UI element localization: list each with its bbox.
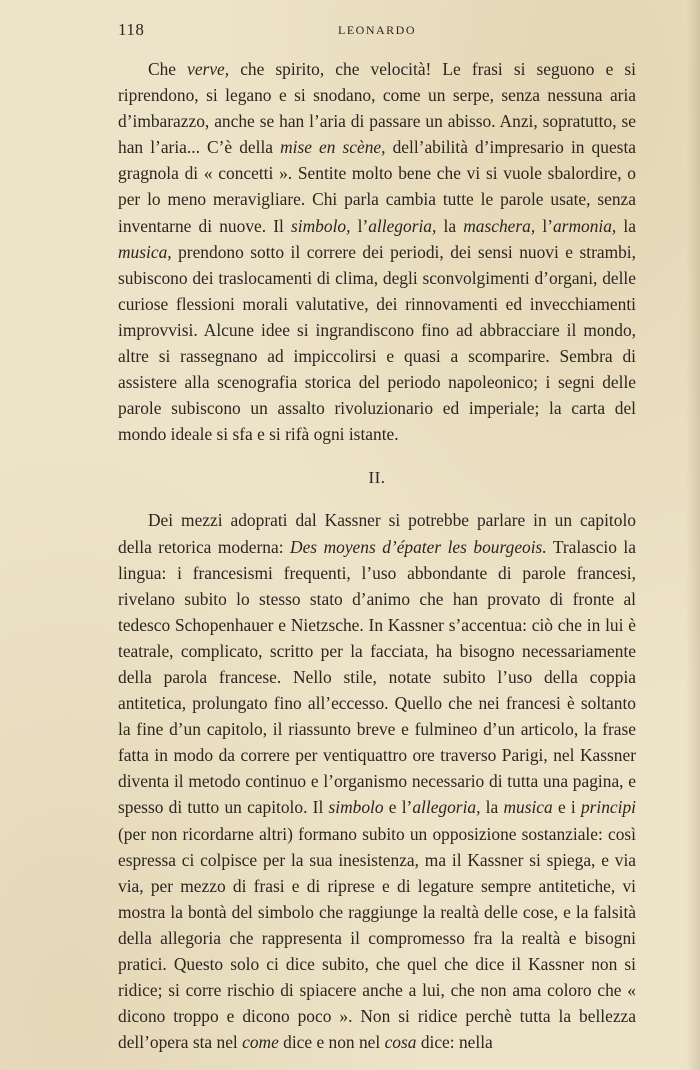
italic-run: cosa — [384, 1032, 417, 1053]
italic-run: mise en scène, — [280, 137, 386, 158]
text-run: dice: nella — [416, 1032, 493, 1053]
text-run: Tralascio la lingua: i francesismi frequenti, l’uso abbondante di parole francesi, rivelano subito lo stesso stato d’animo che han provato di fronte al tedesco Schopenhauer e Nietzsche. In Kassner s’accentua: ciò che in lui è teatrale, complicato, scritto per la facciata, ha bisogno necessariamente della parola francese. Nello stile, notate subito l’uso della coppia antitetica, prolungato fino all’eccesso. Quello che nei francesi è soltanto la fine d’un capitolo, il riassunto breve e fulmineo d’un articolo, la frase fatta in modo da correre per ventiquattro ore traverso Parigi, nel Kassner diventa il metodo continuo e l’organismo necessario di tutta una pagina, e spesso di tutto un capitolo. Il — [118, 536, 636, 818]
text-run: e l’ — [383, 797, 413, 818]
page-number: 118 — [118, 20, 145, 39]
text-run: Che — [148, 59, 188, 79]
italic-run: musica — [503, 797, 553, 818]
text-run: l’ — [535, 215, 553, 236]
italic-run: simbolo — [328, 797, 384, 818]
italic-run: simbolo, — [291, 215, 351, 236]
text-run: e i — [552, 797, 581, 818]
running-head: LEONARDO — [338, 23, 416, 37]
body-text — [118, 56, 636, 1055]
italic-run: principi — [580, 797, 637, 818]
paragraph-2 — [118, 507, 636, 1055]
text-run: la — [480, 797, 504, 818]
italic-run: allegoria, — [368, 215, 437, 236]
italic-run: Des moyens d’épater les bourgeois. — [290, 536, 547, 557]
text-run: la — [616, 215, 636, 236]
text-run: Dei mezzi adoprati dal Kassner si potrebbe parlare in un capitolo della retorica moderna: — [118, 510, 636, 557]
italic-run: musica, — [118, 241, 172, 262]
text-run: prendono sotto il correre dei periodi, dei sensi nuovi e strambi, subiscono dei traslocamenti di clima, degli sconvolgimenti d’organi, delle curiose flessioni morali valutative, dei rinnovamenti ed invecchiamenti improvvisi. Alcune idee si ingrandiscono fino ad abbracciare il mondo, altre si rassegnano ad impiccolirsi e quasi a scomparire. Sembra di assistere alla scenografia storica del periodo napoleonico; i segni delle parole subiscono un assalto rivoluzionario ed imperiale; la carta del mondo ideale si sfa e si rifà ogni istante. — [118, 241, 636, 445]
section-heading: II. — [368, 468, 386, 488]
paragraph-1 — [118, 56, 636, 447]
text-run: l’ — [350, 215, 369, 236]
italic-run: maschera, — [463, 215, 536, 236]
text-run: dell’abilità d’impresario in questa gragnola di « concetti ». Sentite molto bene che vi si vuole sbalordire, o per lo meno meravigliare. Chi parla cambia tutte le parole usate, senza inventarne di nuove. Il — [118, 137, 636, 236]
page-edge-shadow — [686, 0, 700, 1070]
page-header — [112, 18, 642, 44]
italic-run: armonia, — [552, 215, 617, 236]
text-run: che spirito, che velocità! Le frasi si seguono e si riprendono, si legano e si snodano, come un serpe, senza nessuna aria d’imbarazzo, anche se han l’aria di passare un abisso. Anzi, sopratutto, se han l’aria... C’è della — [118, 59, 636, 158]
text-run: dice e non nel — [278, 1032, 385, 1053]
text-run: la — [436, 215, 464, 236]
italic-run: verve, — [187, 59, 230, 79]
italic-run: come — [242, 1032, 279, 1053]
italic-run: allegoria, — [412, 797, 481, 818]
text-run: (per non ricordarne altri) formano subito un opposizione sostanziale: così espressa ci colpisce per la sua inesistenza, ma il Kassner si spiega, e via via, per mezzo di frasi e di riprese e di legature sempre antitetiche, vi mostra la bontà del simbolo che raggiunge la realtà delle cose, e la falsità della allegoria che rappresenta il compromesso fra la realtà e bisogni pratici. Questo solo ci dice subito, che quel che dice il Kassner non si ridice; si corre rischio di spiacere anche a lui, che non ama coloro che « dicono troppo e dicono poco ». Non si ridice perchè tutta la bellezza dell’opera sta nel — [118, 823, 636, 1053]
